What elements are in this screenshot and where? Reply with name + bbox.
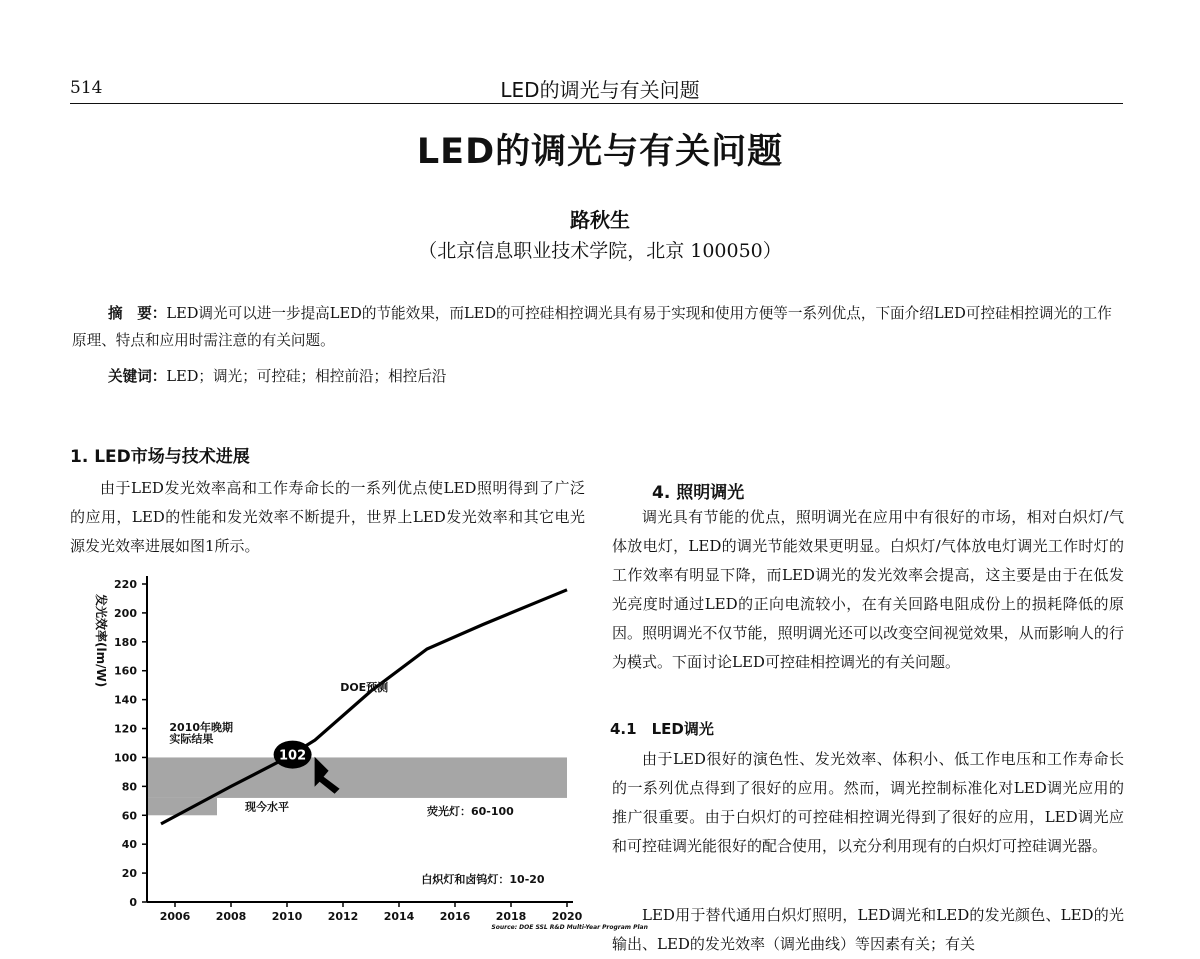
y-axis-label: 发光效率(lm/W) <box>94 594 108 688</box>
abstract <box>72 300 1124 354</box>
result-label-line1: 2010年晚期 <box>169 721 234 735</box>
x-tick-label: 2016 <box>439 910 471 923</box>
header-rule <box>70 103 1123 104</box>
keywords-text: LED；调光；可控硅；相控前沿；相控后沿 <box>166 368 447 385</box>
chart-ticks <box>114 578 583 923</box>
y-tick-label: 40 <box>121 838 137 852</box>
section-4-1-heading: 4.1 LED调光 <box>610 720 714 738</box>
y-tick-label: 20 <box>121 867 137 881</box>
x-tick-label: 2020 <box>551 910 583 923</box>
section-4-paragraph: 调光具有节能的优点，照明调光在应用中有很好的市场，相对白炽灯/气体放电灯，LED的调光节能效果更明显。白炽灯/气体放电灯调光工作时灯的工作效率有明显下降，而LED调光的发光效率会提高，这主要是由于在低发光亮度时通过LED的正向电流较小，在有关回路电阻成份上的损耗降低的原因。照明调光不仅节能，照明调光还可以改变空间视觉效果，从而影响人的行为模式。下面讨论LED可控硅相控调光的有关问题。 <box>612 508 1124 671</box>
section-1-paragraph: 由于LED发光效率高和工作寿命长的一系列优点使LED照明得到了广泛的应用，LED的性能和发光效率不断提升，世界上LED发光效率和其它电光源发光效率进展如图1所示。 <box>70 479 585 555</box>
y-tick-label: 0 <box>129 896 137 909</box>
x-tick-label: 2006 <box>159 910 191 923</box>
y-tick-label: 60 <box>121 809 137 823</box>
y-tick-label: 80 <box>121 780 137 794</box>
page-number: 514 <box>70 78 103 98</box>
abstract-text: LED调光可以进一步提高LED的节能效果，而LED的可控硅相控调光具有易于实现和使用方便等一系列优点，下面介绍LED可控硅相控调光的工作原理、特点和应用时需注意的有关问题。 <box>72 305 1112 349</box>
section-4-1-paragraph: 由于LED很好的演色性、发光效率、体积小、低工作电压和工作寿命长的一系列优点得到了很好的应用。然而，调光控制标准化对LED调光应用的推广很重要。由于白炽灯的可控硅相控调光得到了很好的应用，LED调光应和可控硅调光能很好的配合使用，以充分利用现有的白炽灯可控硅调光器。 <box>612 750 1124 855</box>
actual-result-value: 102 <box>279 748 307 764</box>
incandescent-label: 白炽灯和卤钨灯：10-20 <box>421 872 545 886</box>
keywords-label: 关键词： <box>108 368 167 385</box>
y-tick-label: 160 <box>114 664 137 678</box>
y-tick-label: 100 <box>114 751 137 765</box>
x-tick-label: 2018 <box>495 910 527 923</box>
x-tick-label: 2012 <box>327 910 359 923</box>
running-title: LED的调光与有关问题 <box>500 78 700 102</box>
abstract-label: 摘 要： <box>108 305 167 322</box>
section-4-1-paragraph-2: LED用于替代通用白炽灯照明，LED调光和LED的发光颜色、LED的光输出、LED的发光效率（调光曲线）等因素有关；有关 <box>612 906 1124 953</box>
y-tick-label: 180 <box>114 635 137 649</box>
fluorescent-label: 荧光灯：60-100 <box>427 804 514 818</box>
x-tick-label: 2014 <box>383 910 415 923</box>
result-label-line2: 实际结果 <box>169 732 214 746</box>
y-tick-label: 140 <box>114 693 137 707</box>
x-tick-label: 2008 <box>215 910 247 923</box>
doe-forecast-label: DOE预测 <box>340 680 389 694</box>
chart-source: Source: DOE SSL R&D Multi-Year Program Plan <box>491 924 648 931</box>
keywords <box>108 365 447 386</box>
y-tick-label: 220 <box>114 578 137 591</box>
y-tick-label: 200 <box>114 606 137 620</box>
affiliation: （北京信息职业技术学院，北京 100050） <box>418 240 782 262</box>
efficacy-chart <box>80 562 648 937</box>
author: 路秋生 <box>570 208 630 232</box>
y-tick-label: 120 <box>114 722 137 736</box>
section-4-heading: 4. 照明调光 <box>652 483 745 503</box>
x-tick-label: 2010 <box>271 910 303 923</box>
section-1-heading: 1. LED市场与技术进展 <box>70 447 250 467</box>
article-title: LED的调光与有关问题 <box>416 132 784 172</box>
chart-band-0 <box>147 757 567 797</box>
current-level-label: 现今水平 <box>245 800 289 814</box>
